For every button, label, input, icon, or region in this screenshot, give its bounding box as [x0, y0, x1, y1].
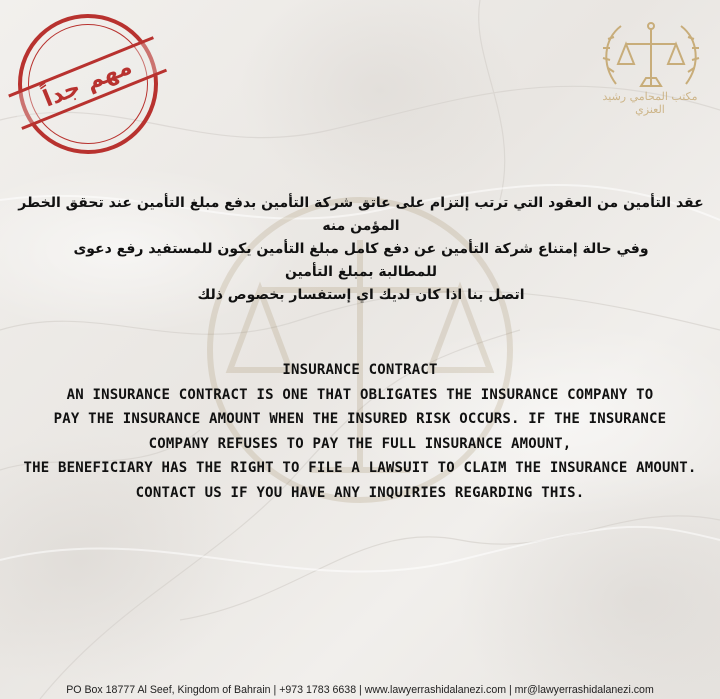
english-title: INSURANCE CONTRACT — [282, 362, 438, 378]
arabic-line-1: عقد التأمين من العقود التي ترتب إلتزام على عاتق شركة التأمين بدفع مبلغ التأمين عند تحقق الخطر — [18, 195, 704, 211]
contact-footer: PO Box 18777 Al Seef, Kingdom of Bahrain | +973 1783 6638 | www.lawyerrashidalanezi.com | mr@lawyerrashidalanezi.com — [66, 684, 654, 696]
arabic-line-2: المؤمن منه — [322, 218, 400, 234]
english-line-5: THE BENEFICIARY HAS THE RIGHT TO FILE A LAWSUIT TO CLAIM THE INSURANCE AMOUNT. — [23, 460, 697, 476]
logo-text: مكتب المحامي رشيد العنزي — [602, 90, 698, 116]
english-line-2: AN INSURANCE CONTRACT IS ONE THAT OBLIGATES THE INSURANCE COMPANY TO — [66, 386, 654, 403]
stamp-text: مهم جداً — [8, 36, 167, 130]
arabic-text-block — [10, 192, 712, 307]
english-text-block — [10, 358, 710, 505]
english-line-6: CONTACT US IF YOU HAVE ANY INQUIRIES REGARDING THIS. — [135, 484, 585, 501]
english-line-3: PAY THE INSURANCE AMOUNT WHEN THE INSURED RISK OCCURS. IF THE INSURANCE — [53, 411, 667, 427]
english-line-4: COMPANY REFUSES TO PAY THE FULL INSURANCE AMOUNT, — [148, 435, 572, 452]
arabic-line-4: للمطالبة بمبلغ التأمين — [284, 264, 438, 280]
arabic-line-3: وفي حالة إمتناع شركة التأمين عن دفع كامل مبلغ التأمين يكون للمستفيد رفع دعوى — [73, 241, 649, 257]
arabic-line-5: اتصل بنا اذا كان لديك اي إستفسار بخصوص ذلك — [197, 287, 525, 303]
